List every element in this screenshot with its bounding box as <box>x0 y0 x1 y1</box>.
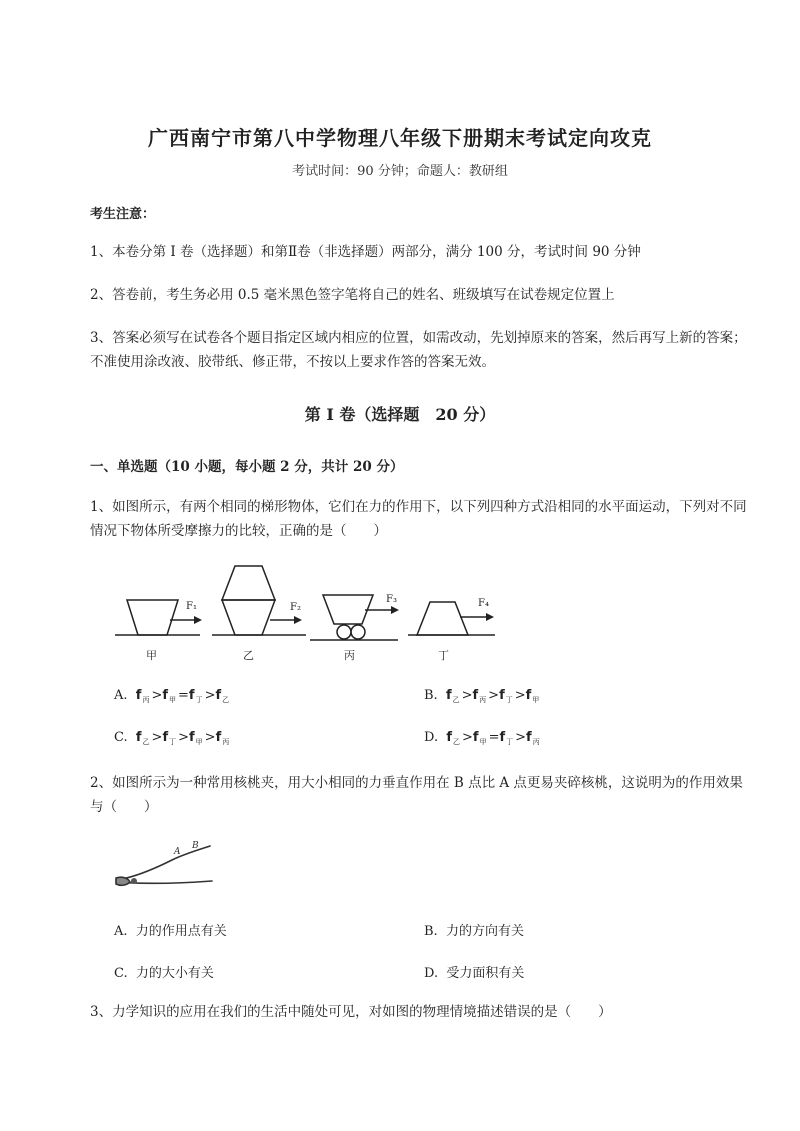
force-label-f1: F₁ <box>186 601 197 612</box>
trapezoid-jia <box>127 600 178 635</box>
q1-option-d[interactable]: D. $f_乙 >f_甲 =f_丁 >f_丙$ <box>424 730 540 746</box>
roller <box>351 625 365 639</box>
trapezoid-yi-top <box>222 566 275 600</box>
question-1-text: 1、如图所示，有两个相同的梯形物体，它们在力的作用下，以下列四种方式沿相同的水平面运动，下列对不同情况下物体所受摩擦力的比较，正确的是（ ） <box>90 499 747 539</box>
section-title: 第 I 卷（选择题 20 分） <box>304 405 496 424</box>
trapezoid-ding <box>417 602 468 635</box>
q2-option-c[interactable]: C. 力的大小有关 <box>114 966 214 981</box>
q2-option-d[interactable]: D. 受力面积有关 <box>424 966 525 981</box>
question-2-text: 2、如图所示为一种常用核桃夹，用大小相同的力垂直作用在 B 点比 A 点更易夹碎核桃，这说明为的作用效果与（ ） <box>90 775 743 815</box>
nutcracker-upper-handle <box>116 846 210 880</box>
q1-option-c[interactable]: C. $f_乙 >f_丁 >f_甲 >f_丙$ <box>114 730 230 746</box>
notice-item-2: 2、答卷前，考生务必用 0.5 毫米黑色签字笔将自己的姓名、班级填写在试卷规定位置上 <box>90 287 615 303</box>
exam-info: 考试时间：90 分钟；命题人：教研组 <box>292 164 508 179</box>
q1-option-a[interactable]: A. $f_丙 >f_甲 =f_丁 >f_乙$ <box>114 688 230 704</box>
figure-label-jia: 甲 <box>146 649 157 662</box>
force-label-f4: F₄ <box>478 598 489 609</box>
q1-option-b[interactable]: B. $f_乙 >f_丙 >f_丁 >f_甲$ <box>424 688 540 704</box>
nut <box>131 878 137 884</box>
q2-option-b[interactable]: B. 力的方向有关 <box>424 924 524 939</box>
force-label-f2: F₂ <box>290 602 301 613</box>
point-b-label: B <box>192 841 199 851</box>
figure-label-bing: 丙 <box>344 649 355 662</box>
friction-diagram <box>110 560 510 665</box>
force-label-f3: F₃ <box>386 594 397 605</box>
page-title: 广西南宁市第八中学物理八年级下册期末考试定向攻克 <box>148 126 652 150</box>
notice-item-1: 1、本卷分第 I 卷（选择题）和第Ⅱ卷（非选择题）两部分，满分 100 分，考试时间 90 分钟 <box>90 244 641 260</box>
point-a-label: A <box>174 847 181 857</box>
roller <box>337 625 351 639</box>
notice-heading: 考生注意： <box>90 207 156 222</box>
notice-item-3: 3、答案必须写在试卷各个题目指定区域内相应的位置，如需改动，先划掉原来的答案，然后再写上新的答案；不准使用涂改液、胶带纸、修正带，不按以上要求作答的答案无效。 <box>90 330 747 370</box>
question-3-text: 3、力学知识的应用在我们的生活中随处可见，对如图的物理情境描述错误的是（ ） <box>90 1004 612 1020</box>
q2-option-a[interactable]: A. 力的作用点有关 <box>114 924 227 939</box>
trapezoid-yi-bottom <box>222 600 275 635</box>
figure-label-ding: 丁 <box>438 649 449 662</box>
nutcracker-image <box>112 838 222 898</box>
part-heading: 一、单选题（10 小题，每小题 2 分，共计 20 分） <box>90 459 404 475</box>
figure-label-yi: 乙 <box>243 649 254 662</box>
